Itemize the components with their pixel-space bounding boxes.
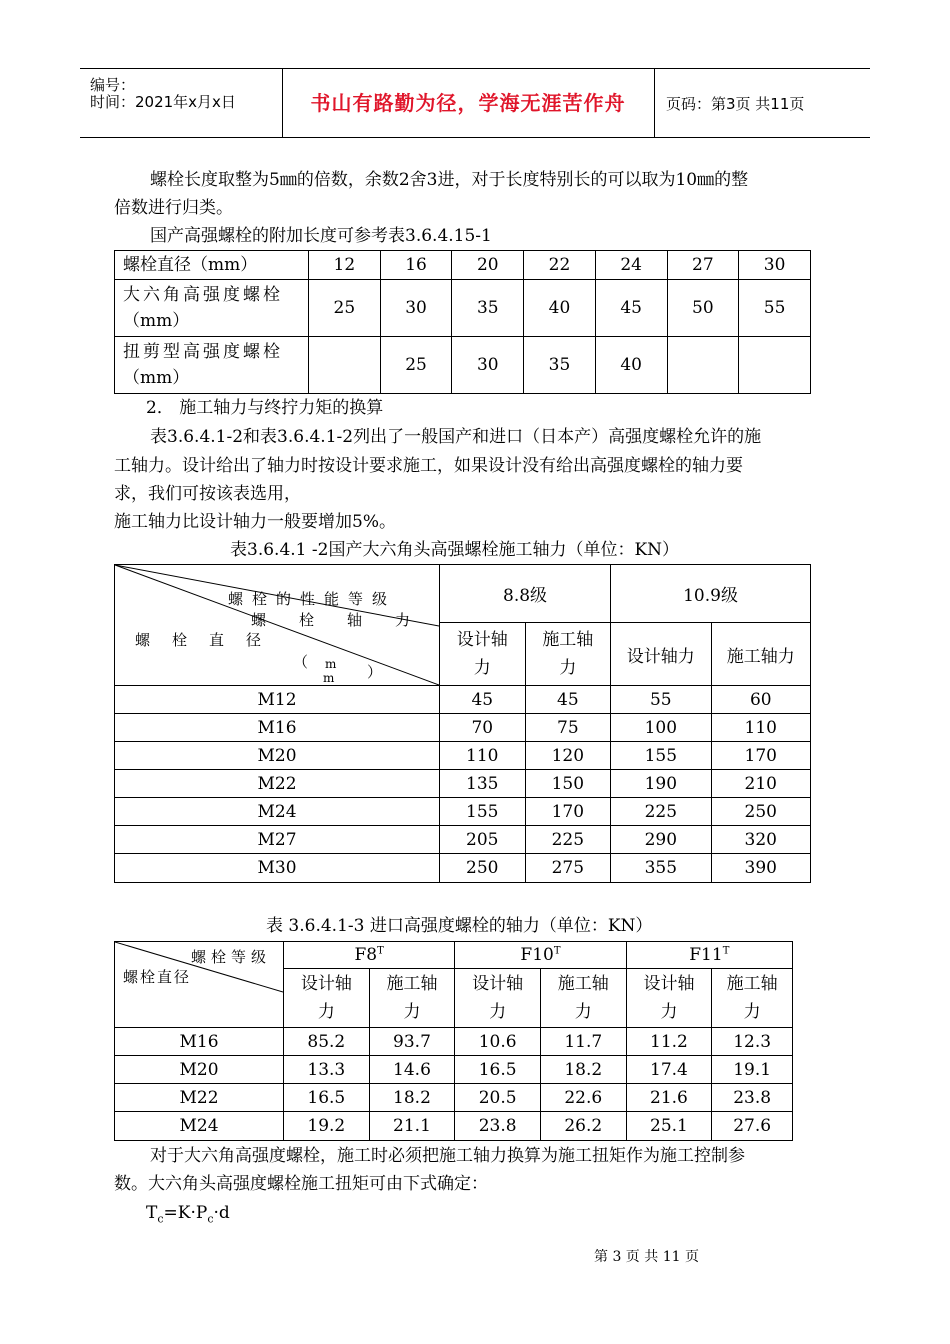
table-cell: 14.6 (369, 1056, 455, 1084)
table-cell: 21.1 (369, 1112, 455, 1141)
header-meta (80, 69, 283, 137)
subheader-tail: 力 (660, 1002, 678, 1023)
header-page-info: 页码：第3页 共11页 (666, 95, 805, 113)
table-cell: 70 (440, 714, 526, 742)
formula-sub-c: c (207, 1212, 214, 1226)
table-cell (667, 337, 739, 394)
diag-unit-m2: m (323, 671, 335, 685)
table-row (115, 686, 811, 714)
table-cell: 20.5 (455, 1084, 541, 1112)
table-cell: 100 (611, 714, 711, 742)
bolt-size: M27 (115, 826, 440, 854)
formula-end: ·d (213, 1203, 230, 1223)
grade-name: F8 (354, 945, 378, 966)
diag-axial-label: 螺栓轴力 (251, 611, 444, 629)
subheader-tail: 力 (403, 1002, 421, 1023)
table-row (115, 742, 811, 770)
table-cell: 205 (440, 826, 526, 854)
formula-t: T (146, 1203, 158, 1223)
table-cell: 18.2 (369, 1084, 455, 1112)
table-cell: 21.6 (626, 1084, 712, 1112)
table-cell: 390 (711, 854, 810, 883)
table-cell: 275 (525, 854, 611, 883)
table-cell: 225 (611, 798, 711, 826)
diag-diameter-label: 螺栓直径 (135, 631, 284, 649)
table-2-caption: 表3.6.4.1 -2国产大六角头高强螺栓施工轴力（单位：KN） (230, 540, 680, 560)
table-cell: 23.8 (712, 1084, 793, 1112)
subheader-text: 施工轴 (557, 974, 609, 995)
subheader-construction (712, 969, 793, 1028)
bolt-size: M20 (115, 742, 440, 770)
row-label-line: 大六角高强度螺栓 (123, 285, 283, 305)
grade-header-f11t (626, 942, 792, 969)
subheader-text: 设计轴 (643, 974, 695, 995)
paragraph-3-line-2: 工轴力。设计给出了轴力时按设计要求施工，如果设计没有给出高强度螺栓的轴力要 (114, 456, 743, 476)
diag-grade-label: 螺栓等级 (191, 948, 272, 966)
paragraph-3-line-1: 表3.6.4.1-2和表3.6.4.1-2列出了一般国产和进口（日本产）高强度螺栓允许的施 (150, 427, 762, 447)
table-row (115, 1028, 793, 1056)
bolt-size: M16 (115, 1028, 284, 1056)
table-row (115, 770, 811, 798)
subheader-design: 设计轴力 (611, 623, 711, 686)
subheader-text: 设计轴 (472, 974, 524, 995)
table-header-cell: 27 (667, 251, 739, 280)
table-cell: 290 (611, 826, 711, 854)
table-cell: 75 (525, 714, 611, 742)
table-cell (739, 337, 811, 394)
table-cell: 30 (380, 280, 452, 337)
paragraph-3-line-3: 求，我们可按该表选用， (114, 484, 301, 504)
table-cell: 35 (524, 337, 596, 394)
table-row (115, 1084, 793, 1112)
table-cell: 35 (452, 280, 524, 337)
table-cell: 170 (711, 742, 810, 770)
table-cell: 40 (595, 337, 667, 394)
paragraph-2: 国产高强螺栓的附加长度可参考表3.6.4.15-1 (150, 226, 492, 246)
page-footer: 第 3 页 共 11 页 (594, 1249, 699, 1265)
table-cell: 110 (711, 714, 810, 742)
row-label-line: 扭剪型高强度螺栓 (123, 342, 283, 362)
diag-unit-m1: m (325, 657, 337, 671)
subheader-tail: 力 (473, 658, 491, 679)
subheader-construction: 施工轴力 (711, 623, 810, 686)
table-cell: 120 (525, 742, 611, 770)
domestic-bolt-axial-force-table (114, 564, 811, 883)
table-cell: 10.6 (455, 1028, 541, 1056)
table-cell: 25 (309, 280, 381, 337)
additional-length-table (114, 250, 811, 394)
page-header (80, 68, 870, 138)
table-cell: 55 (611, 686, 711, 714)
grade-name: F11 (689, 945, 723, 966)
table-cell: 190 (611, 770, 711, 798)
subheader-construction (540, 969, 626, 1028)
grade-sup: T (722, 945, 730, 957)
bolt-size: M16 (115, 714, 440, 742)
table-cell: 45 (595, 280, 667, 337)
table-cell: 11.7 (540, 1028, 626, 1056)
table-row (115, 854, 811, 883)
subheader-text: 施工轴 (542, 630, 594, 651)
subheader-tail: 力 (743, 1002, 761, 1023)
grade-sup: T (377, 945, 384, 957)
diagonal-header-cell (115, 565, 444, 686)
table-cell: 22.6 (540, 1084, 626, 1112)
table-row (115, 565, 811, 623)
table-cell: 60 (711, 686, 810, 714)
table-cell: 250 (711, 798, 810, 826)
table-row (115, 337, 811, 394)
table-cell (309, 337, 381, 394)
subheader-design (626, 969, 712, 1028)
table-cell: 12.3 (712, 1028, 793, 1056)
table-cell: 30 (452, 337, 524, 394)
table-row (115, 826, 811, 854)
subheader-tail: 力 (489, 1002, 507, 1023)
bolt-size: M24 (115, 1112, 284, 1141)
table-row (115, 251, 811, 280)
subheader-design (284, 969, 370, 1028)
table-cell: 45 (440, 686, 526, 714)
bolt-size: M12 (115, 686, 440, 714)
subheader-construction (369, 969, 455, 1028)
table-header-cell: 22 (524, 251, 596, 280)
subheader-text: 施工轴 (726, 974, 778, 995)
table-header-cell: 30 (739, 251, 811, 280)
table-cell: 155 (611, 742, 711, 770)
grade-header-10-9: 10.9级 (611, 565, 811, 623)
diag-unit-close: ） (367, 663, 383, 681)
row-label-unit: （mm） (123, 311, 190, 331)
table-cell: 355 (611, 854, 711, 883)
bolt-size: M20 (115, 1056, 284, 1084)
formula-mid: =K·P (163, 1203, 208, 1223)
imported-bolt-axial-force-table (114, 941, 793, 1141)
bolt-size: M22 (115, 770, 440, 798)
row-label-unit: （mm） (123, 368, 190, 388)
table-cell: 250 (440, 854, 526, 883)
section-heading: 2． 施工轴力与终拧力矩的换算 (146, 398, 384, 418)
table-cell: 225 (525, 826, 611, 854)
table-header-cell: 20 (452, 251, 524, 280)
diag-grade-label: 螺栓的性能等级 (228, 590, 397, 608)
table-cell: 25.1 (626, 1112, 712, 1141)
grade-header-f8t (284, 942, 455, 969)
torque-formula (146, 1201, 230, 1231)
bolt-size: M24 (115, 798, 440, 826)
table-row (115, 942, 793, 969)
table-cell: 210 (711, 770, 810, 798)
subheader-design (455, 969, 541, 1028)
table-row (115, 798, 811, 826)
subheader-tail: 力 (559, 658, 577, 679)
subheader-text: 设计轴 (300, 974, 352, 995)
paragraph-1-line-1: 螺栓长度取整为5㎜的倍数，余数2舍3进，对于长度特别长的可以取为10㎜的整 (150, 170, 749, 190)
formula-sub-c: c (157, 1212, 164, 1226)
table-cell: 55 (739, 280, 811, 337)
table-header-cell: 螺栓直径（mm） (115, 251, 309, 280)
header-motto: 书山有路勤为径，学海无涯苦作舟 (282, 69, 655, 137)
table-cell: 18.2 (540, 1056, 626, 1084)
table-cell: 19.2 (284, 1112, 370, 1141)
subheader-text: 设计轴 (456, 630, 508, 651)
subheader-tail: 力 (317, 1002, 335, 1023)
table-cell: 45 (525, 686, 611, 714)
grade-name: F10 (520, 945, 554, 966)
table-cell: 40 (524, 280, 596, 337)
grade-sup: T (553, 945, 561, 957)
subheader-text: 施工轴 (386, 974, 438, 995)
table-cell: 17.4 (626, 1056, 712, 1084)
table-cell: 320 (711, 826, 810, 854)
bolt-size: M30 (115, 854, 440, 883)
paragraph-4: 施工轴力比设计轴力一般要增加5%。 (114, 512, 396, 532)
table-cell: 27.6 (712, 1112, 793, 1141)
table-cell: 16.5 (455, 1056, 541, 1084)
table-header-cell: 12 (309, 251, 381, 280)
table-cell: 150 (525, 770, 611, 798)
table-cell: 50 (667, 280, 739, 337)
subheader-tail: 力 (574, 1002, 592, 1023)
table-cell: 93.7 (369, 1028, 455, 1056)
table-cell: 19.1 (712, 1056, 793, 1084)
table-row (115, 1112, 793, 1141)
table-cell: 13.3 (284, 1056, 370, 1084)
table-row (115, 1056, 793, 1084)
table-header-cell: 16 (380, 251, 452, 280)
table-cell: 110 (440, 742, 526, 770)
doc-number-label: 编号： (90, 76, 136, 94)
table-header-cell: 24 (595, 251, 667, 280)
row-label (115, 337, 309, 394)
table-cell: 26.2 (540, 1112, 626, 1141)
table-cell: 155 (440, 798, 526, 826)
table-cell: 135 (440, 770, 526, 798)
table-cell: 16.5 (284, 1084, 370, 1112)
diagonal-header-cell (115, 942, 284, 1028)
paragraph-1-line-2: 倍数进行归类。 (114, 198, 233, 218)
subheader-design (440, 623, 526, 686)
doc-time-label: 时间：2021年x月x日 (90, 93, 236, 111)
table-cell: 11.2 (626, 1028, 712, 1056)
table-3-caption: 表 3.6.4.1-3 进口高强度螺栓的轴力（单位：KN） (266, 916, 653, 936)
grade-header-f10t (455, 942, 626, 969)
diag-unit-open: （ (293, 653, 309, 671)
table-cell: 85.2 (284, 1028, 370, 1056)
table-row (115, 280, 811, 337)
table-cell: 170 (525, 798, 611, 826)
table-cell: 23.8 (455, 1112, 541, 1141)
paragraph-5-line-2: 数。大六角头高强度螺栓施工扭矩可由下式确定： (114, 1174, 488, 1194)
row-label (115, 280, 309, 337)
bolt-size: M22 (115, 1084, 284, 1112)
diag-diameter-label: 螺栓直径 (123, 968, 192, 986)
table-row (115, 714, 811, 742)
subheader-construction (525, 623, 611, 686)
paragraph-5-line-1: 对于大六角高强度螺栓，施工时必须把施工轴力换算为施工扭矩作为施工控制参 (150, 1146, 745, 1166)
table-cell: 25 (380, 337, 452, 394)
grade-header-8-8: 8.8级 (440, 565, 611, 623)
